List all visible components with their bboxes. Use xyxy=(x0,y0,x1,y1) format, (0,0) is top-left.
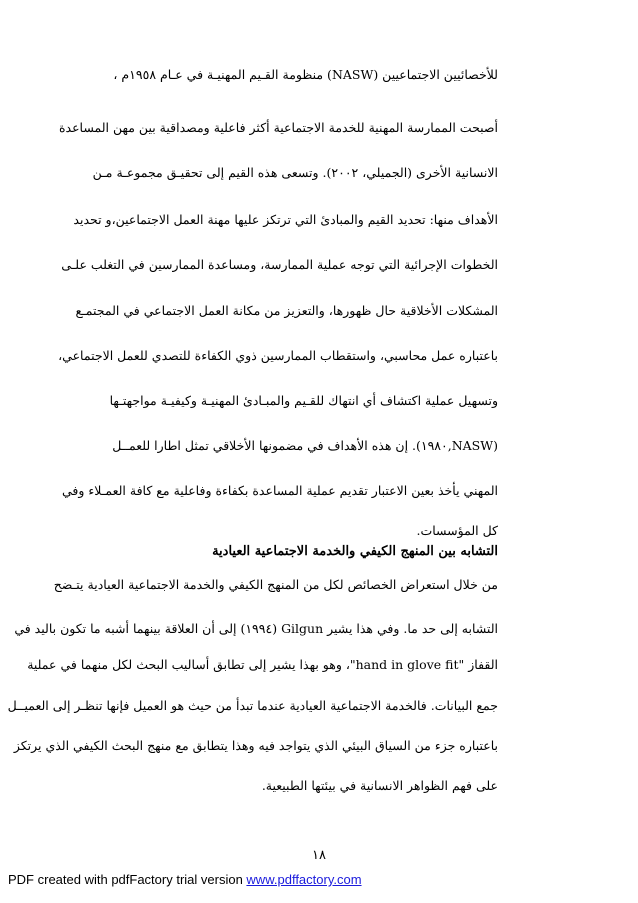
text-line: من خلال استعراض الخصائص لكل من المنهج الكيفي والخدمة الاجتماعية العيادية يتـضح xyxy=(53,577,498,592)
text-line: جمع البيانات. فالخدمة الاجتماعية العيادية عندما تبدأ من حيث هو العميل فإنها تنظـر إلى العميــل xyxy=(7,698,498,713)
section-heading: التشابه بين المنهج الكيفي والخدمة الاجتماعية العيادية xyxy=(212,544,498,559)
text-line: على فهم الظواهر الانسانية في بيئتها الطبيعية. xyxy=(261,778,498,793)
text-line: كل المؤسسات. xyxy=(416,523,498,538)
text-line: الانسانية الأخرى (الجميلي، ٢٠٠٢). وتسعى هذه القيم إلى تحقيـق مجموعـة مـن xyxy=(92,165,498,180)
text-line: الخطوات الإجرائية التي توجه عملية الممارسة، ومساعدة الممارسين في التغلب علـى xyxy=(61,257,498,272)
text-line: المشكلات الأخلاقية حال ظهورها، والتعزيز من مكانة العمل الاجتماعي في المجتمـع xyxy=(75,303,498,318)
text-line: باعتباره عمل محاسبي، واستقطاب الممارسين ذوي الكفاءة للتصدي للعمل الاجتماعي، xyxy=(58,348,498,363)
page-number: ١٨ xyxy=(312,848,326,863)
text-line: (NASW,١٩٨٠). إن هذه الأهداف في مضمونها الأخلاقي تمثل اطارا للعمــل xyxy=(112,438,498,453)
text-line: القفاز "hand in glove fit"، وهو بهذا يشير إلى تطابق أساليب البحث لكل منهما في عملية xyxy=(27,657,498,672)
text-line: المهني يأخذ بعين الاعتبار تقديم عملية المساعدة بكفاءة وفاعلية مع كافة العمـلاء وفي xyxy=(61,483,498,498)
text-line: للأخصائيين الاجتماعيين (NASW) منظومة القـيم المهنيـة في عـام ١٩٥٨م ، xyxy=(113,67,498,82)
text-line: التشابه إلى حد ما. وفي هذا يشير Gilgun (١٩٩٤) إلى أن العلاقة بينهما أشبه ما تكون باليد في xyxy=(14,621,498,636)
footer-link[interactable]: www.pdffactory.com xyxy=(246,872,362,887)
text-line: وتسهيل عملية اكتشاف أي انتهاك للقـيم والمبـادئ المهنيـة وكيفيـة مواجهتـها xyxy=(109,393,498,408)
footer-text: PDF created with pdfFactory trial version xyxy=(8,872,247,887)
text-line: الأهداف منها: تحديد القيم والمبادئ التي ترتكز عليها مهنة العمل الاجتماعين،و تحديد xyxy=(73,212,498,227)
pdf-footer xyxy=(8,872,362,887)
text-line: أصبحت الممارسة المهنية للخدمة الاجتماعية أكثر فاعلية ومصداقية بين مهن المساعدة xyxy=(58,120,498,135)
text-line: باعتباره جزء من السياق البيئي الذي يتواجد فيه وهذا يتطابق مع منهج البحث الكيفي الذي يرتكز xyxy=(13,738,498,753)
